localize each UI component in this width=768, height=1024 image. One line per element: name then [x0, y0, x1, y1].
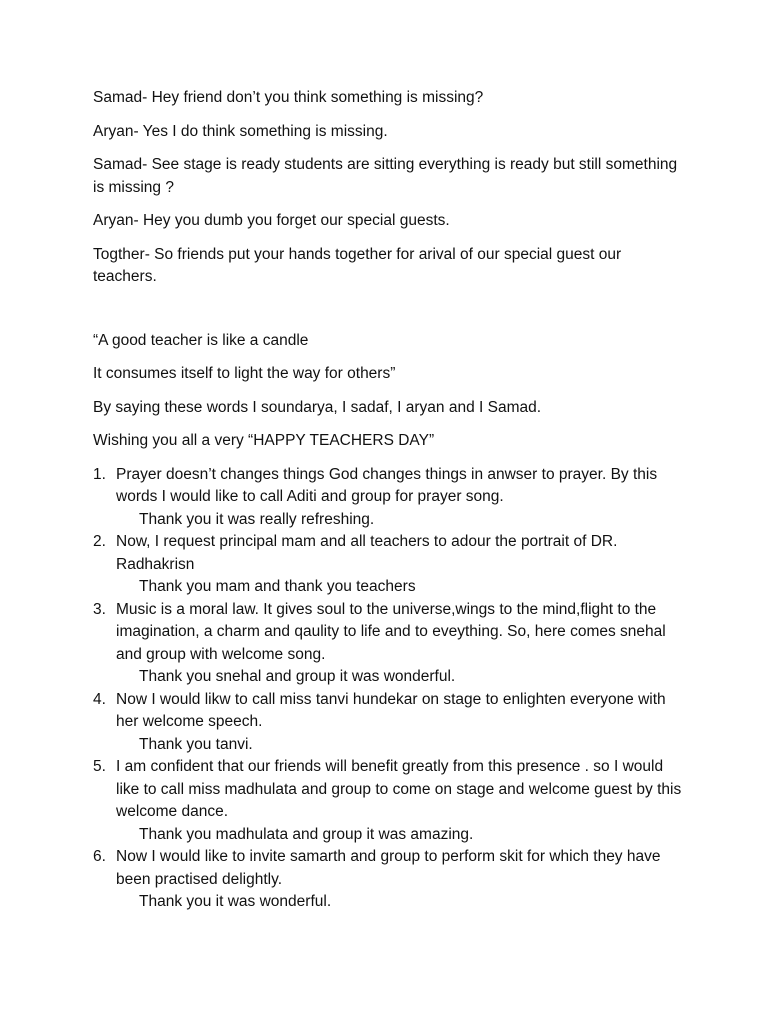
item-text: Now I would like to invite samarth and group to perform skit for which they have been practised delightly.: [116, 848, 661, 888]
item-text: Music is a moral law. It gives soul to the universe,wings to the mind,flight to the imagination, a charm and qaulity to life and to eveything. So, here comes snehal and group with welcome song.: [116, 600, 666, 663]
item-number: 4.: [93, 690, 106, 708]
item-text: Prayer doesn’t changes things God changes things in anwser to prayer. By this words I would like to call Aditi and group for prayer song.: [116, 465, 658, 505]
quote-line-2: It consumes itself to light the way for others”: [93, 365, 396, 382]
program-list: [93, 464, 683, 914]
item-text: Now I would likw to call miss tanvi hundekar on stage to enlighten everyone with her welcome speech.: [116, 690, 666, 730]
item-number: 5.: [93, 758, 106, 775]
section-spacer: [93, 300, 683, 330]
list-item: [93, 531, 683, 599]
presenters-line: By saying these words I soundarya, I sadaf, I aryan and I Samad.: [93, 398, 542, 416]
item-number: 6.: [93, 848, 106, 865]
list-item: [93, 464, 683, 532]
list-item: [93, 756, 683, 846]
item-number: 3.: [93, 600, 106, 618]
item-text: I am confident that our friends will benefit greatly from this presence . so I would like to call miss madhulata and group to come on stage and welcome guest by this welcome dance.: [116, 758, 682, 820]
document-page: [93, 87, 683, 914]
item-text: Now, I request principal mam and all teachers to adour the portrait of DR. Radhakrisn: [116, 533, 618, 573]
dialogue-line-aryan-1: Aryan- Yes I do think something is missing.: [93, 122, 388, 140]
list-item: [93, 846, 683, 914]
item-number: 1.: [93, 465, 106, 483]
item-thanks: Thank you mam and thank you teachers: [139, 578, 416, 595]
item-thanks: Thank you it was really refreshing.: [139, 510, 375, 528]
item-thanks: Thank you it was wonderful.: [139, 893, 332, 910]
item-number: 2.: [93, 533, 106, 550]
quote-line-1: “A good teacher is like a candle: [93, 331, 309, 349]
list-item: [93, 689, 683, 757]
item-thanks: Thank you tanvi.: [139, 735, 253, 753]
dialogue-line-aryan-2: Aryan- Hey you dumb you forget our special guests.: [93, 212, 450, 229]
dialogue-line-samad-1: Samad- Hey friend don’t you think something is missing?: [93, 89, 484, 106]
wishes-line: Wishing you all a very “HAPPY TEACHERS DAY”: [93, 432, 435, 449]
item-thanks: Thank you snehal and group it was wonderful.: [139, 668, 456, 685]
dialogue-line-together: Togther- So friends put your hands together for arival of our special guest our teachers.: [93, 245, 622, 285]
list-item: [93, 599, 683, 689]
dialogue-line-samad-2: Samad- See stage is ready students are sitting everything is ready but still something is missing ?: [93, 156, 678, 196]
item-thanks: Thank you madhulata and group it was amazing.: [139, 825, 474, 843]
